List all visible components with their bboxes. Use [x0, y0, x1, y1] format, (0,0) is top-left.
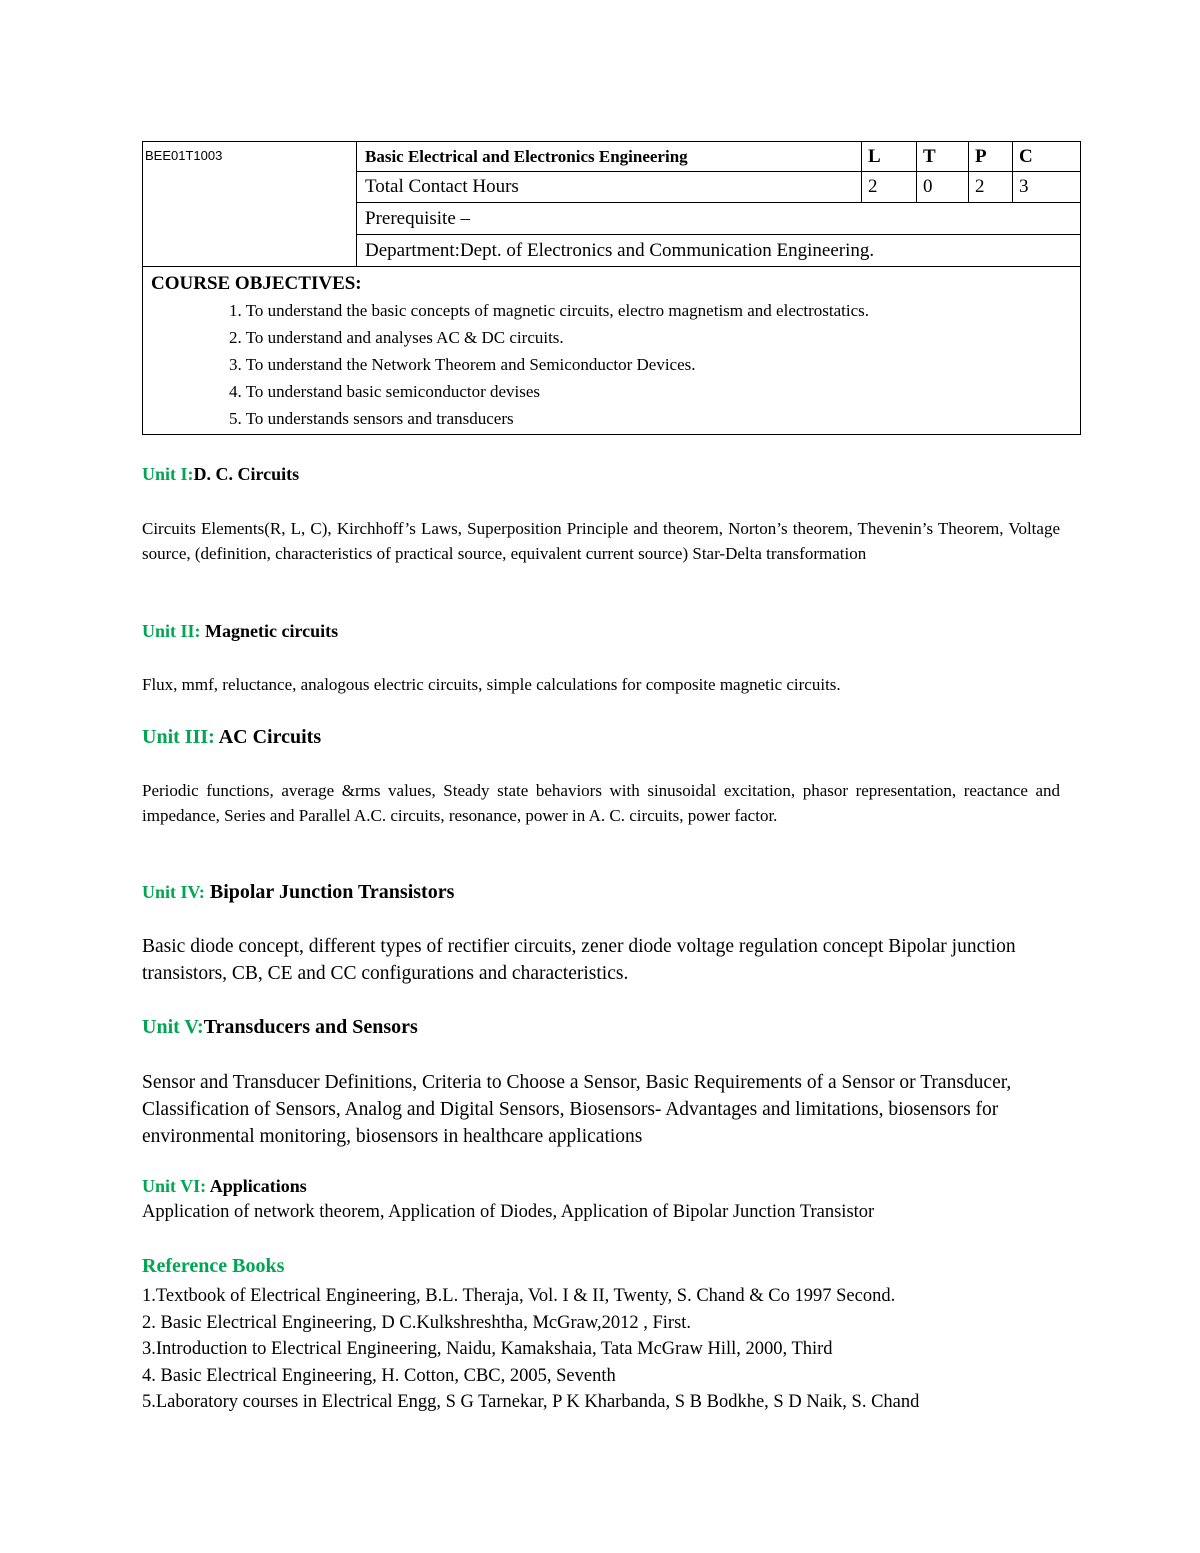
unit-2-heading [142, 621, 338, 642]
reference-item: 3.Introduction to Electrical Engineering, Naidu, Kamakshaia, Tata McGraw Hill, 2000, Third [142, 1339, 833, 1359]
unit-4-body: Basic diode concept, different types of rectifier circuits, zener diode voltage regulation concept Bipolar junction transistors, CB, CE and CC configurations and characteristics. [142, 936, 1016, 984]
reference-item: 4. Basic Electrical Engineering, H. Cotton, CBC, 2005, Seventh [142, 1365, 616, 1386]
unit-1-heading [142, 464, 299, 485]
unit-3-heading [142, 726, 321, 749]
ltpc-header-p: P [969, 142, 1013, 172]
unit-1-tag: Unit I: [142, 464, 194, 484]
unit-2-body: Flux, mmf, reluctance, analogous electric circuits, simple calculations for composite magnetic circuits. [142, 675, 841, 694]
reference-item: 5.Laboratory courses in Electrical Engg, S G Tarnekar, P K Kharbanda, S B Bodkhe, S D Naik, S. Chand [142, 1392, 920, 1412]
unit-2-tag: Unit II: [142, 621, 201, 641]
reference-books-title: Reference Books [142, 1255, 285, 1277]
ltpc-value-p: 2 [969, 172, 1013, 203]
ltpc-header-c: C [1013, 142, 1081, 172]
reference-books-list [142, 1283, 1082, 1416]
prerequisite: Prerequisite – [357, 203, 1081, 235]
objective-item: 4. To understand basic semiconductor devises [229, 382, 541, 401]
objective-item: 1. To understand the basic concepts of magnetic circuits, electro magnetism and electrostatics. [229, 301, 870, 320]
objective-item: 5. To understands sensors and transducers [229, 409, 514, 428]
unit-4-tag: Unit IV: [142, 882, 205, 902]
objective-item: 2. To understand and analyses AC & DC circuits. [229, 328, 564, 347]
unit-4-title: Bipolar Junction Transistors [204, 881, 455, 903]
course-info-table [142, 141, 1081, 435]
contact-hours-label: Total Contact Hours [357, 172, 862, 203]
ltpc-value-c: 3 [1013, 172, 1081, 203]
ltpc-value-t: 0 [917, 172, 969, 203]
unit-5-title: Transducers and Sensors [203, 1016, 418, 1038]
unit-6-tag: Unit VI: [142, 1176, 207, 1196]
course-code: BEE01T1003 [143, 142, 357, 267]
ltpc-value-l: 2 [862, 172, 917, 203]
objectives-list [151, 297, 1080, 432]
unit-6-body: Application of network theorem, Application of Diodes, Application of Bipolar Junction Transistor [142, 1202, 875, 1222]
objectives-title: COURSE OBJECTIVES: [151, 273, 362, 294]
unit-6-title: Applications [206, 1176, 307, 1196]
ltpc-header-l: L [862, 142, 917, 172]
course-objectives [143, 267, 1081, 435]
reference-item: 1.Textbook of Electrical Engineering, B.L. Theraja, Vol. I & II, Twenty, S. Chand & Co 1997 Second. [142, 1286, 896, 1306]
objective-item: 3. To understand the Network Theorem and Semiconductor Devices. [229, 355, 696, 374]
unit-5-body: Sensor and Transducer Definitions, Criteria to Choose a Sensor, Basic Requirements of a Sensor or Transducer, Classification of Sensors, Analog and Digital Sensors, Biosensors- Advantages and limitations, biosensors for environmental monitoring, biosensors in healthcare applications [142, 1072, 1012, 1147]
unit-3-tag: Unit III: [142, 726, 215, 748]
unit-3-body: Periodic functions, average &rms values, Steady state behaviors with sinusoidal excitation, phasor representation, reactance and impedance, Series and Parallel A.C. circuits, resonance, power in A. C. circuits, power factor. [142, 781, 1060, 825]
unit-1-title: D. C. Circuits [193, 464, 300, 484]
unit-1-body: Circuits Elements(R, L, C), Kirchhoff’s Laws, Superposition Principle and theorem, Norton’s theorem, Thevenin’s Theorem, Voltage source, (definition, characteristics of practical source, equivalent current source) Star-Delta transformation [142, 519, 1060, 563]
course-title: Basic Electrical and Electronics Engineering [357, 142, 862, 172]
reference-item: 2. Basic Electrical Engineering, D C.Kulkshreshtha, McGraw,2012 , First. [142, 1312, 692, 1333]
ltpc-header-t: T [917, 142, 969, 172]
unit-3-title: AC Circuits [214, 726, 322, 748]
unit-4-heading [142, 881, 454, 904]
unit-2-title: Magnetic circuits [200, 621, 339, 641]
department: Department:Dept. of Electronics and Communication Engineering. [357, 235, 1081, 267]
unit-6-heading [142, 1176, 307, 1197]
unit-5-heading [142, 1016, 418, 1039]
unit-5-tag: Unit V: [142, 1016, 204, 1038]
